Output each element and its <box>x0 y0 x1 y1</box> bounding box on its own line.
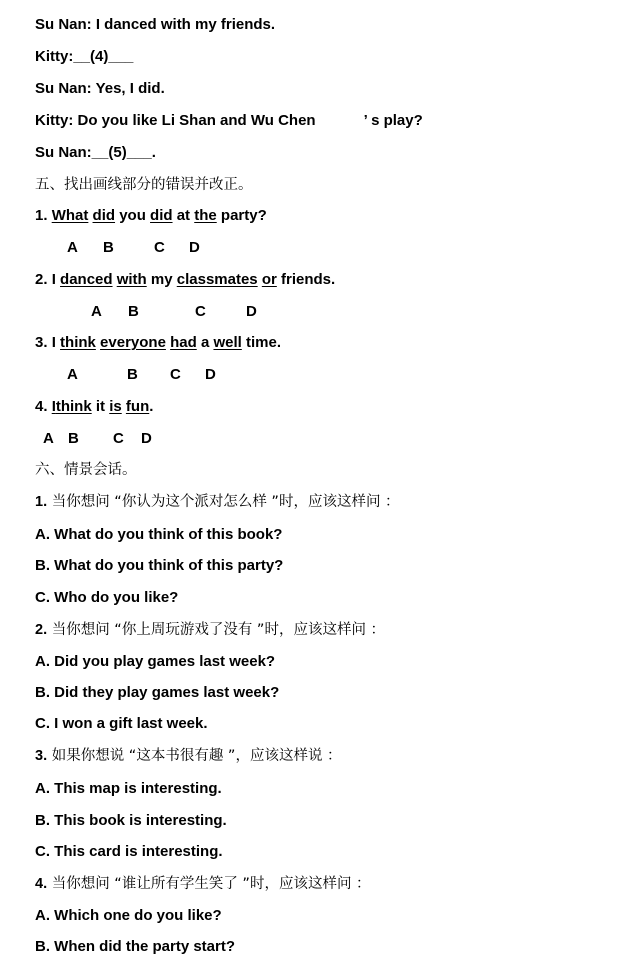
dialogue-line <box>35 16 275 34</box>
question-prompt: 1. 当你想问 “你认为这个派对怎么样 ”时，应该这样问 ： <box>35 494 400 510</box>
answer-option[interactable]: C. Who do you like? <box>35 589 179 606</box>
speaker: Kitty: <box>35 112 74 129</box>
answer-blank: __(5)___. <box>91 144 156 161</box>
dialogue-line <box>35 144 156 162</box>
answer-option[interactable]: A. This map is interesting. <box>35 780 222 797</box>
error-item: 3. I think everyone had a well time. <box>35 334 281 351</box>
error-item: 4. Ithink it is fun. <box>35 398 154 415</box>
dialogue-line <box>35 48 133 66</box>
error-item: 2. I danced with my classmates or friends. <box>35 271 336 288</box>
question-prompt: 3. 如果你想说 “这本书很有趣 ”，应该这样说 ： <box>35 748 342 764</box>
option-letters: A B C D <box>91 303 257 320</box>
dialogue-text: I danced with my friends. <box>91 16 276 33</box>
answer-option[interactable]: A. Did you play games last week? <box>35 653 276 670</box>
answer-option[interactable]: B. What do you think of this party? <box>35 557 284 574</box>
question-prompt: 2. 当你想问 “你上周玩游戏了没有 ”时，应该这样问 ： <box>35 622 386 638</box>
answer-option[interactable]: C. This card is interesting. <box>35 843 223 860</box>
answer-blank: __(4)___ <box>73 48 134 65</box>
speaker: Su Nan: <box>35 80 92 97</box>
speaker: Su Nan: <box>35 144 92 161</box>
dialogue-line <box>35 112 423 130</box>
section-heading: 五、找出画线部分的错误并改正。 <box>35 177 253 193</box>
option-letters: A B C D <box>67 239 200 256</box>
option-letters: A B C D <box>67 366 216 383</box>
answer-option[interactable]: B. When did the party start? <box>35 938 236 955</box>
question-prompt: 4. 当你想问 “谁让所有学生笑了 ”时，应该这样问 ： <box>35 876 371 892</box>
error-item: 1. What did you did at the party? <box>35 207 267 224</box>
section-heading: 六、情景会话。 <box>35 462 137 478</box>
answer-option[interactable]: C. I won a gift last week. <box>35 715 208 732</box>
dialogue-text: Yes, I did. <box>91 80 165 97</box>
speaker: Kitty: <box>35 48 74 65</box>
answer-option[interactable]: A. Which one do you like? <box>35 907 222 924</box>
option-letters: A B C D <box>43 430 152 447</box>
answer-option[interactable]: B. This book is interesting. <box>35 812 227 829</box>
dialogue-text: Do you like Li Shan and Wu Chen <box>73 112 316 129</box>
answer-option[interactable]: B. Did they play games last week? <box>35 684 280 701</box>
dialogue-line <box>35 80 165 98</box>
dialogue-text: ’ s play? <box>363 112 423 129</box>
answer-option[interactable]: A. What do you think of this book? <box>35 526 283 543</box>
speaker: Su Nan: <box>35 16 92 33</box>
